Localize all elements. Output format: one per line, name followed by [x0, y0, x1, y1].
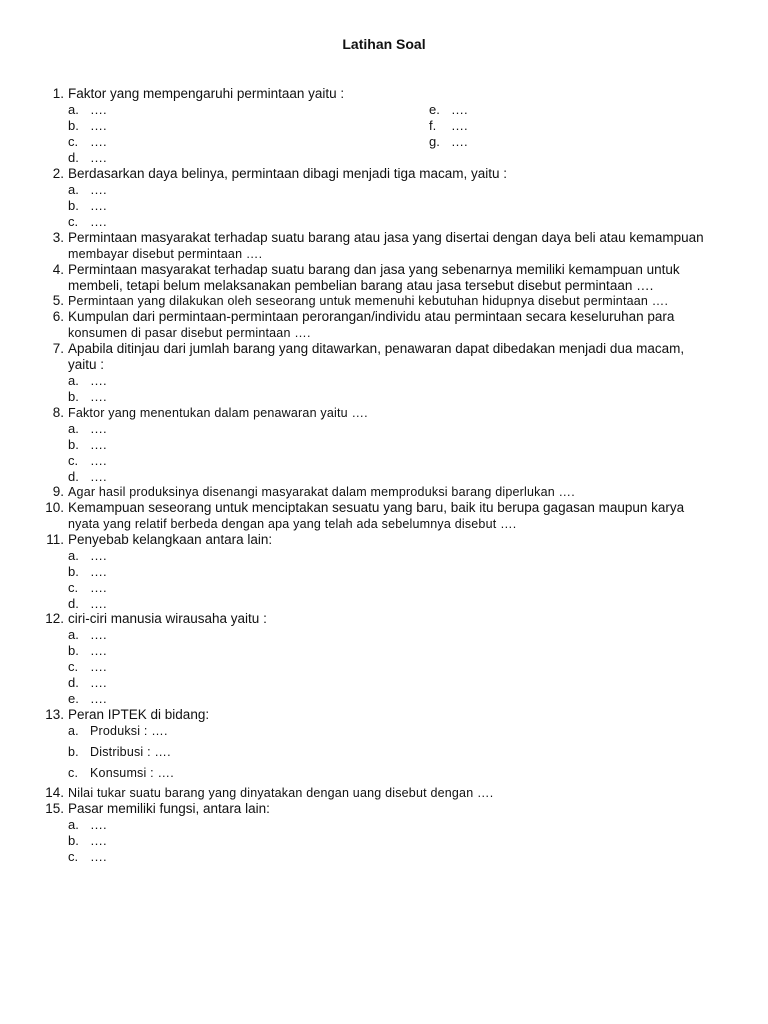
- question-number: 13.: [45, 707, 64, 722]
- question-number: 10.: [45, 500, 64, 515]
- question-text-continued: nyata yang relatif berbeda dengan apa yang telah ada sebelumnya disebut ….: [68, 517, 517, 531]
- option-letter: b.: [68, 564, 79, 579]
- option-value: ….: [90, 849, 107, 864]
- option-letter: b.: [68, 643, 79, 658]
- option-value: ….: [90, 118, 107, 133]
- question-number: 8.: [52, 405, 64, 420]
- question-text: Permintaan masyarakat terhadap suatu barang dan jasa yang sebenarnya memiliki kemampuan untuk: [68, 262, 680, 277]
- option-letter: c.: [68, 766, 79, 780]
- option-letter: b.: [68, 118, 79, 133]
- question-number: 12.: [45, 611, 64, 626]
- option-letter: c.: [68, 134, 79, 149]
- option-value: ….: [90, 102, 107, 117]
- option-value: ….: [451, 102, 468, 117]
- option-value: ….: [90, 643, 107, 658]
- question-number: 3.: [52, 230, 64, 245]
- question-text: Nilai tukar suatu barang yang dinyatakan dengan uang disebut dengan ….: [68, 786, 494, 800]
- question-text-continued: konsumen di pasar disebut permintaan ….: [68, 326, 311, 340]
- option-letter: e.: [429, 102, 440, 117]
- question-number: 15.: [45, 801, 64, 816]
- question-number: 6.: [52, 309, 64, 324]
- option-letter: g.: [429, 134, 440, 149]
- option-value: ….: [90, 214, 107, 229]
- question-text: ciri-ciri manusia wirausaha yaitu :: [68, 611, 267, 626]
- question-text: Permintaan yang dilakukan oleh seseorang untuk memenuhi kebutuhan hidupnya disebut permintaan ….: [68, 294, 669, 308]
- option-value: ….: [90, 580, 107, 595]
- option-letter: c.: [68, 849, 79, 864]
- option-letter: a.: [68, 421, 79, 436]
- option-value: ….: [90, 453, 107, 468]
- question-number: 7.: [52, 341, 64, 356]
- page-title: Latihan Soal: [342, 36, 426, 52]
- question-text: Berdasarkan daya belinya, permintaan dibagi menjadi tiga macam, yaitu :: [68, 166, 507, 181]
- option-value: ….: [90, 659, 107, 674]
- option-value: Produksi : ….: [90, 724, 168, 738]
- option-letter: c.: [68, 580, 79, 595]
- question-number: 4.: [52, 262, 64, 277]
- question-number: 1.: [52, 86, 64, 101]
- question-text-continued: membeli, tetapi belum melaksanakan pembelian barang atau jasa tersebut disebut permintaan ….: [68, 278, 654, 293]
- option-value: Konsumsi : ….: [90, 766, 174, 780]
- option-letter: e.: [68, 691, 79, 706]
- option-value: ….: [90, 150, 107, 165]
- option-value: ….: [90, 817, 107, 832]
- option-value: ….: [90, 596, 107, 611]
- question-text: Faktor yang menentukan dalam penawaran yaitu ….: [68, 406, 368, 420]
- option-letter: c.: [68, 659, 79, 674]
- option-value: ….: [90, 833, 107, 848]
- option-letter: b.: [68, 833, 79, 848]
- option-value: Distribusi : ….: [90, 745, 171, 759]
- option-letter: a.: [68, 817, 79, 832]
- option-value: ….: [90, 198, 107, 213]
- option-value: ….: [90, 675, 107, 690]
- option-value: ….: [90, 373, 107, 388]
- option-letter: b.: [68, 745, 79, 759]
- option-letter: b.: [68, 389, 79, 404]
- question-number: 11.: [46, 532, 64, 547]
- option-letter: a.: [68, 627, 79, 642]
- option-value: ….: [90, 564, 107, 579]
- option-letter: b.: [68, 437, 79, 452]
- option-letter: c.: [68, 214, 79, 229]
- question-text: Peran IPTEK di bidang:: [68, 707, 210, 722]
- option-value: ….: [90, 437, 107, 452]
- option-value: ….: [451, 134, 468, 149]
- question-number: 5.: [52, 293, 64, 308]
- question-text: Agar hasil produksinya disenangi masyarakat dalam memproduksi barang diperlukan ….: [68, 485, 575, 499]
- question-text-continued: membayar disebut permintaan ….: [68, 247, 263, 261]
- option-value: ….: [90, 182, 107, 197]
- option-value: ….: [451, 118, 468, 133]
- question-text: Permintaan masyarakat terhadap suatu barang atau jasa yang disertai dengan daya beli atau kemampuan: [68, 230, 704, 245]
- option-letter: d.: [68, 675, 79, 690]
- option-value: ….: [90, 627, 107, 642]
- question-text: Faktor yang mempengaruhi permintaan yaitu :: [68, 86, 345, 101]
- question-text: Apabila ditinjau dari jumlah barang yang ditawarkan, penawaran dapat dibedakan menjadi dua macam,: [68, 341, 685, 356]
- option-letter: a.: [68, 102, 79, 117]
- option-value: ….: [90, 421, 107, 436]
- option-value: ….: [90, 548, 107, 563]
- option-letter: b.: [68, 198, 79, 213]
- option-value: ….: [90, 469, 107, 484]
- option-letter: d.: [68, 596, 79, 611]
- question-text: Penyebab kelangkaan antara lain:: [68, 532, 273, 547]
- option-letter: c.: [68, 453, 79, 468]
- option-letter: a.: [68, 724, 79, 738]
- question-text: Kumpulan dari permintaan-permintaan perorangan/individu atau permintaan secara keseluruhan para: [68, 309, 675, 324]
- option-value: ….: [90, 389, 107, 404]
- question-number: 14.: [45, 785, 64, 800]
- question-number: 9.: [52, 484, 64, 499]
- question-number: 2.: [52, 166, 64, 181]
- option-value: ….: [90, 691, 107, 706]
- option-letter: a.: [68, 373, 79, 388]
- option-letter: f.: [429, 118, 437, 133]
- option-letter: d.: [68, 469, 79, 484]
- question-text: Pasar memiliki fungsi, antara lain:: [68, 801, 270, 816]
- question-text: Kemampuan seseorang untuk menciptakan sesuatu yang baru, baik itu berupa gagasan maupun karya: [68, 500, 685, 515]
- question-text-continued: yaitu :: [68, 357, 105, 372]
- option-value: ….: [90, 134, 107, 149]
- option-letter: d.: [68, 150, 79, 165]
- option-letter: a.: [68, 548, 79, 563]
- option-letter: a.: [68, 182, 79, 197]
